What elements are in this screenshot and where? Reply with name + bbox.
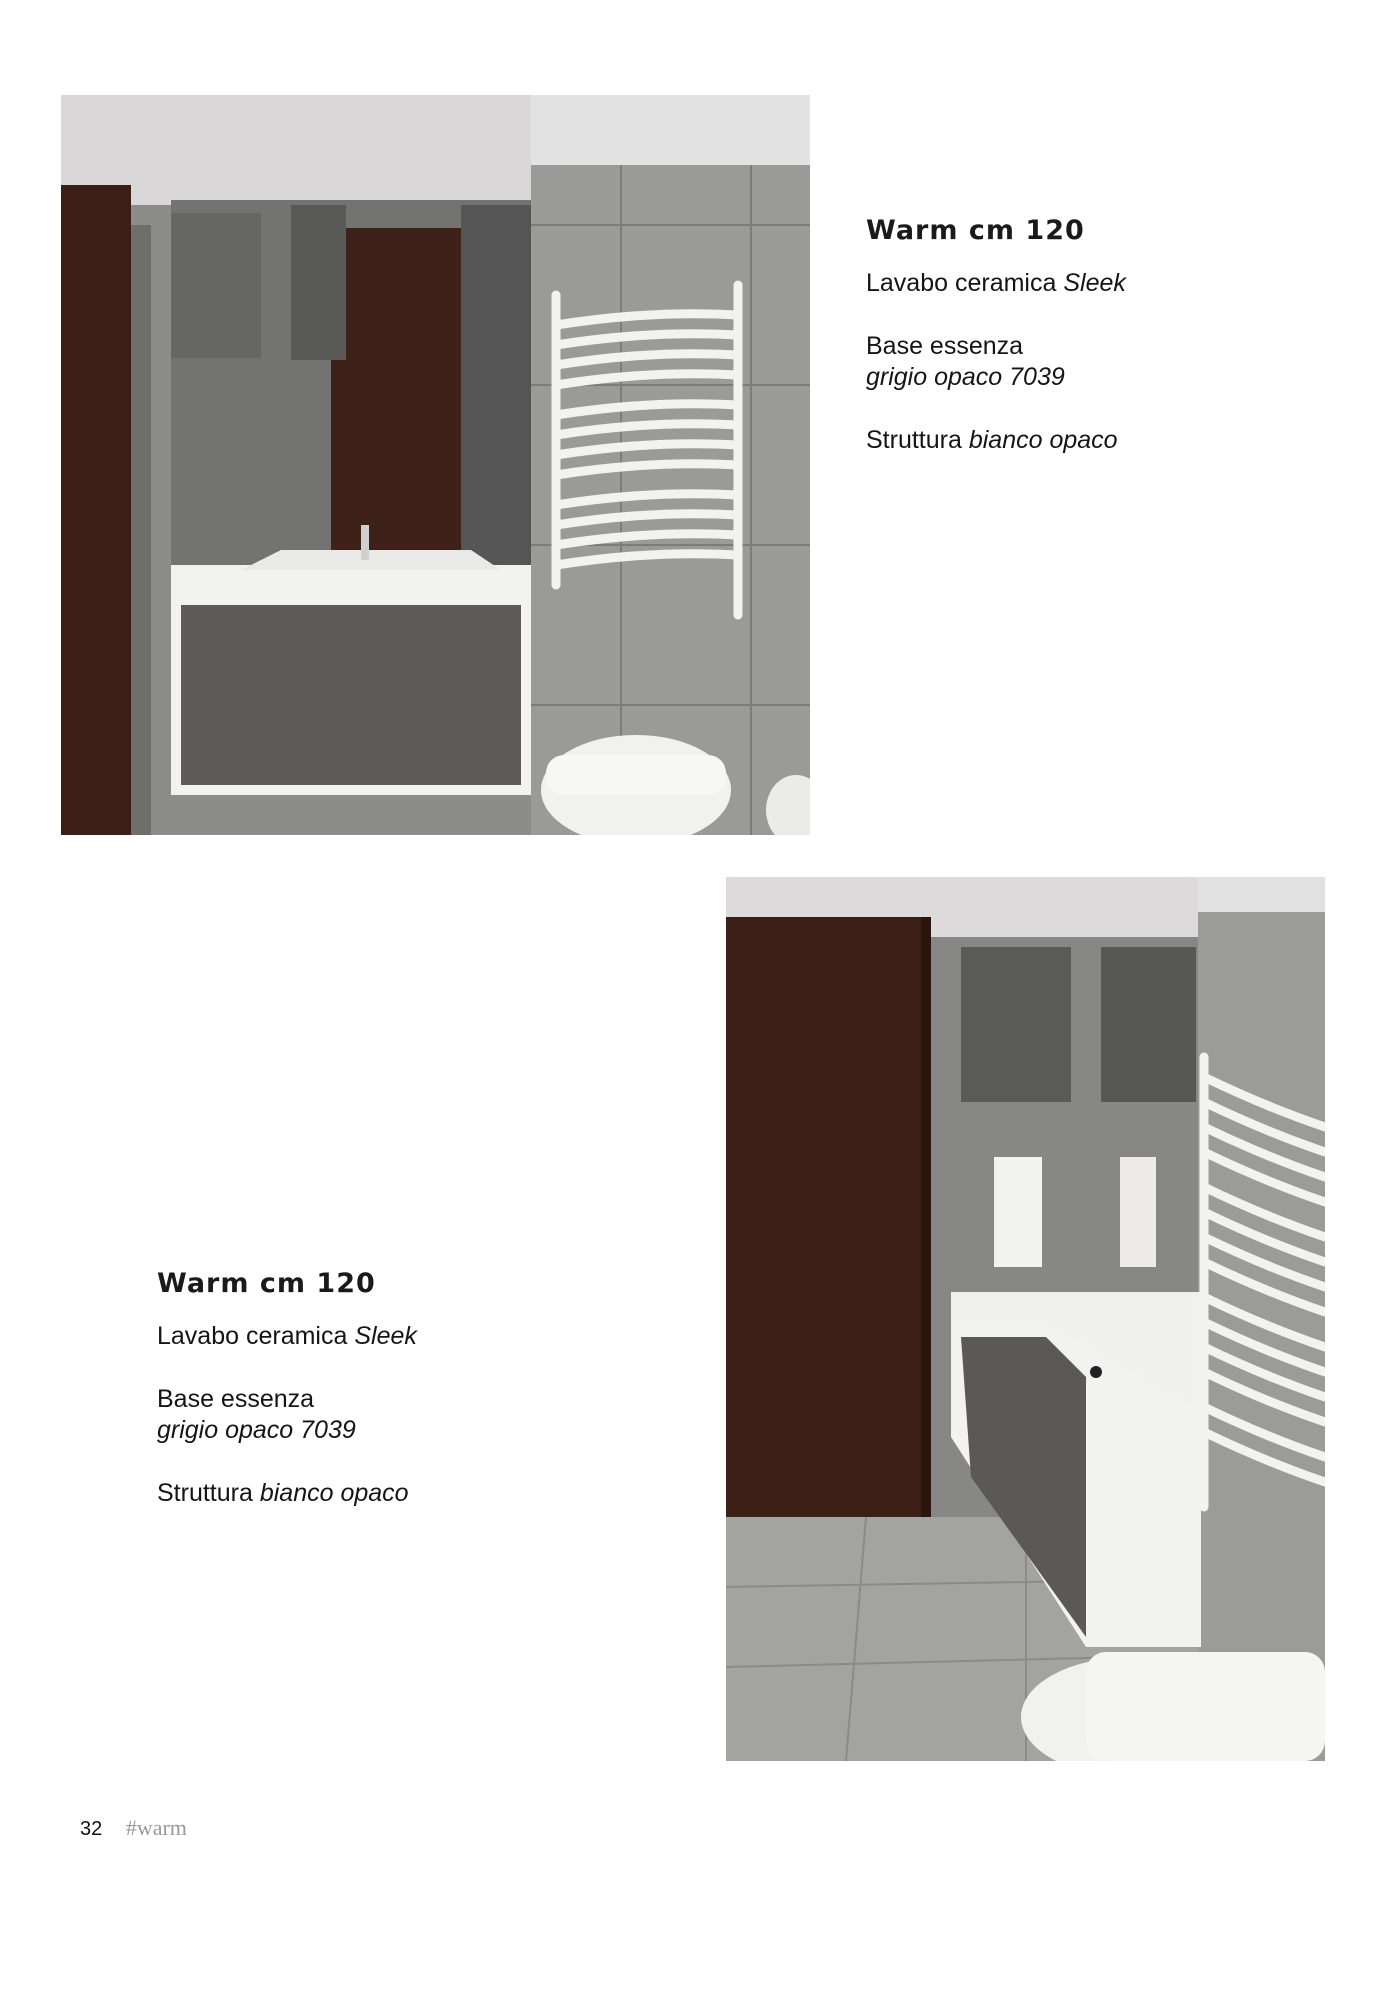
lavabo-line: Lavabo ceramica Sleek xyxy=(866,269,1126,297)
base-line: Base essenza grigio opaco 7039 xyxy=(157,1385,356,1444)
struttura-line: Struttura bianco opaco xyxy=(157,1479,409,1507)
collection-tag: #warm xyxy=(125,1815,187,1840)
lavabo-line: Lavabo ceramica Sleek xyxy=(157,1322,417,1350)
struttura-line: Struttura bianco opaco xyxy=(866,426,1118,454)
base-line: Base essenza grigio opaco 7039 xyxy=(866,332,1065,391)
bathroom-photo-1 xyxy=(61,95,810,835)
product-title: Warm cm 120 xyxy=(157,1268,376,1299)
bathroom-photo-2 xyxy=(726,877,1325,1761)
product-caption-2 xyxy=(157,1268,417,1509)
product-caption-1 xyxy=(866,215,1126,456)
page-number: 32 xyxy=(80,1818,103,1840)
product-title: Warm cm 120 xyxy=(866,215,1085,246)
page-footer xyxy=(80,1815,187,1841)
